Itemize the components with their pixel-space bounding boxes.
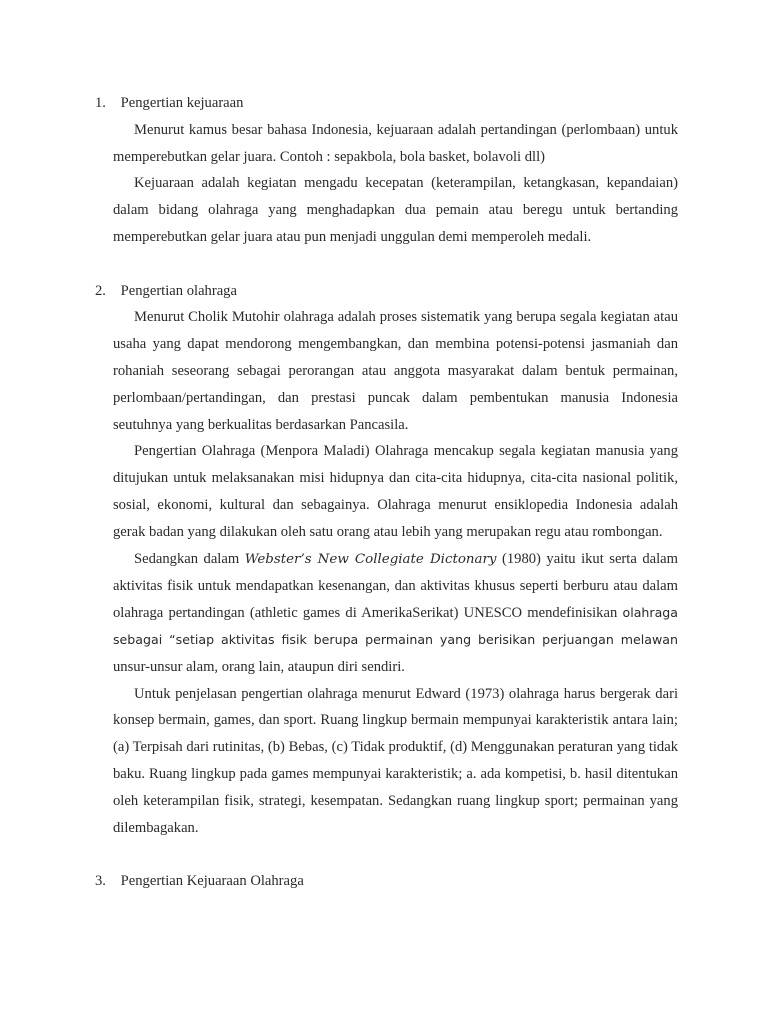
section-number: 3. (95, 873, 106, 890)
section-spacer (95, 251, 678, 278)
text-run: Sedangkan dalam (134, 550, 245, 567)
paragraph-webster (113, 546, 678, 681)
section-3-heading (95, 868, 678, 895)
text-run: (1980) yaitu ikut serta dalam aktivitas fisik untuk mendapatkan kesenangan, dan aktivitas khusus seperti berburu atau dalam olahraga pertandingan (athletic games di AmerikaSerikat) UNESCO mendefinisikan (113, 550, 678, 622)
dictionary-title: Webster’s New Collegiate Dictonary (244, 551, 497, 567)
section-number: 2. (95, 282, 106, 299)
text-run: unsur-unsur alam, orang lain, ataupun diri sendiri. (113, 658, 405, 675)
section-number: 1. (95, 95, 106, 111)
section-2-heading (95, 278, 678, 305)
paragraph: Untuk penjelasan pengertian olahraga menurut Edward (1973) olahraga harus bergerak dari konsep bermain, games, dan sport. Ruang lingkup bermain mempunyai karakteristik antara lain; (a) Terpisah dari rutinitas, (b) Bebas, (c) Tidak produktif, (d) Menggunakan peraturan yang tidak baku. Ruang lingkup pada games mempunyai karakteristik; a. ada kompetisi, b. hasil ditentukan oleh keterampilan fisik, strategi, kesempatan. Sedangkan ruang lingkup sport; permainan yang dilembagakan. (113, 685, 678, 836)
paragraph: Menurut kamus besar bahasa Indonesia, kejuaraan adalah pertandingan (perlombaan) untuk memperebutkan gelar juara. Contoh : sepakbola, bola basket, bolavoli dll) (113, 121, 678, 165)
unesco-quote: olahraga sebagai “setiap aktivitas fisik berupa permainan yang berisikan perjuangan melawan (113, 605, 678, 647)
section-title: Pengertian kejuaraan (120, 95, 244, 111)
document-body (95, 90, 678, 895)
paragraph: Menurut Cholik Mutohir olahraga adalah proses sistematik yang berupa segala kegiatan atau usaha yang dapat mendorong mengembangkan, dan membina potensi-potensi jasmaniah dan rohaniah seseorang sebagai perorangan atau anggota masyarakat dalam bentuk permainan, perlombaan/pertandingan, dan prestasi puncak dalam pembentukan manusia Indonesia seutuhnya yang berkualitas berdasarkan Pancasila. (113, 309, 678, 433)
section-title: Pengertian olahraga (120, 282, 237, 299)
section-1-heading (95, 90, 678, 117)
section-title: Pengertian Kejuaraan Olahraga (120, 873, 304, 890)
paragraph: Kejuaraan adalah kegiatan mengadu kecepatan (keterampilan, ketangkasan, kepandaian) dalam bidang olahraga yang menghadapkan dua pemain atau beregu untuk bertanding memperebutkan gelar juara atau pun menjadi unggulan demi memperoleh medali. (113, 175, 678, 245)
section-spacer (95, 841, 678, 868)
paragraph: Pengertian Olahraga (Menpora Maladi) Olahraga mencakup segala kegiatan manusia yang ditujukan untuk melaksanakan misi hidupnya dan cita-cita hidupnya, cita-cita nasional politik, sosial, ekonomi, kultural dan sebagainya. Olahraga menurut ensiklopedia Indonesia adalah gerak badan yang dilakukan oleh satu orang atau lebih yang merupakan regu atau rombongan. (113, 443, 678, 540)
